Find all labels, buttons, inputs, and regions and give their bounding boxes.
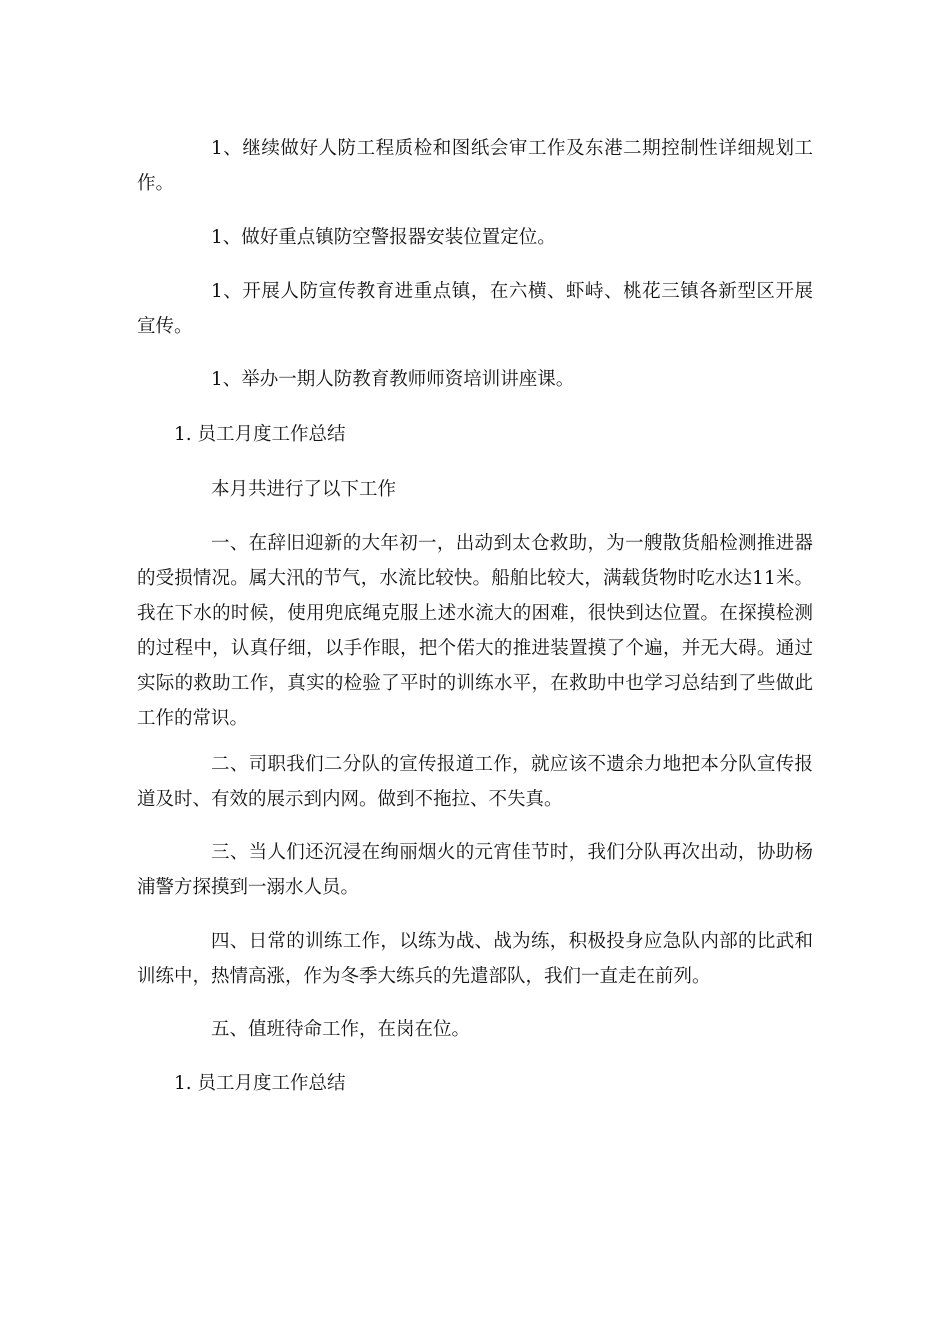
work-item-1: 一、在辞旧迎新的大年初一，出动到太仓救助，为一艘散货船检测推进器的受损情况。属大汛的节气，水流比较快。船舶比较大，满载货物时吃水达11米。我在下水的时候，使用兜底绳克服上述水流大的困难，很快到达位置。在探摸检测的过程中，认真仔细，以手作眼，把个偌大的推进装置摸了个遍，并无大碍。通过实际的救助工作，真实的检验了平时的训练水平，在救助中也学习总结到了些做此工作的常识。 xyxy=(137,533,813,729)
paragraph-plan-1: 1、继续做好人防工程质检和图纸会审工作及东港二期控制性详细规划工作。 xyxy=(137,138,813,194)
paragraph-plan-3: 1、开展人防宣传教育进重点镇，在六横、虾峙、桃花三镇各新型区开展宣传。 xyxy=(137,281,813,337)
intro-line: 本月共进行了以下工作 xyxy=(211,479,397,500)
work-item-3: 三、当人们还沉浸在绚丽烟火的元宵佳节时，我们分队再次出动，协助杨浦警方探摸到一溺水人员。 xyxy=(137,842,813,898)
section-heading-2: 1. 员工月度工作总结 xyxy=(174,1073,346,1094)
work-item-2: 二、司职我们二分队的宣传报道工作，就应该不遗余力地把本分队宣传报道及时、有效的展示到内网。做到不拖拉、不失真。 xyxy=(137,754,813,810)
work-item-4: 四、日常的训练工作，以练为战、战为练，积极投身应急队内部的比武和训练中，热情高涨，作为冬季大练兵的先遣部队，我们一直走在前列。 xyxy=(137,931,813,987)
work-item-5: 五、值班待命工作，在岗在位。 xyxy=(211,1019,471,1040)
paragraph-plan-4: 1、举办一期人防教育教师师资培训讲座课。 xyxy=(211,369,575,390)
section-heading-1: 1. 员工月度工作总结 xyxy=(174,424,346,445)
paragraph-plan-2: 1、做好重点镇防空警报器安装位置定位。 xyxy=(211,227,556,248)
